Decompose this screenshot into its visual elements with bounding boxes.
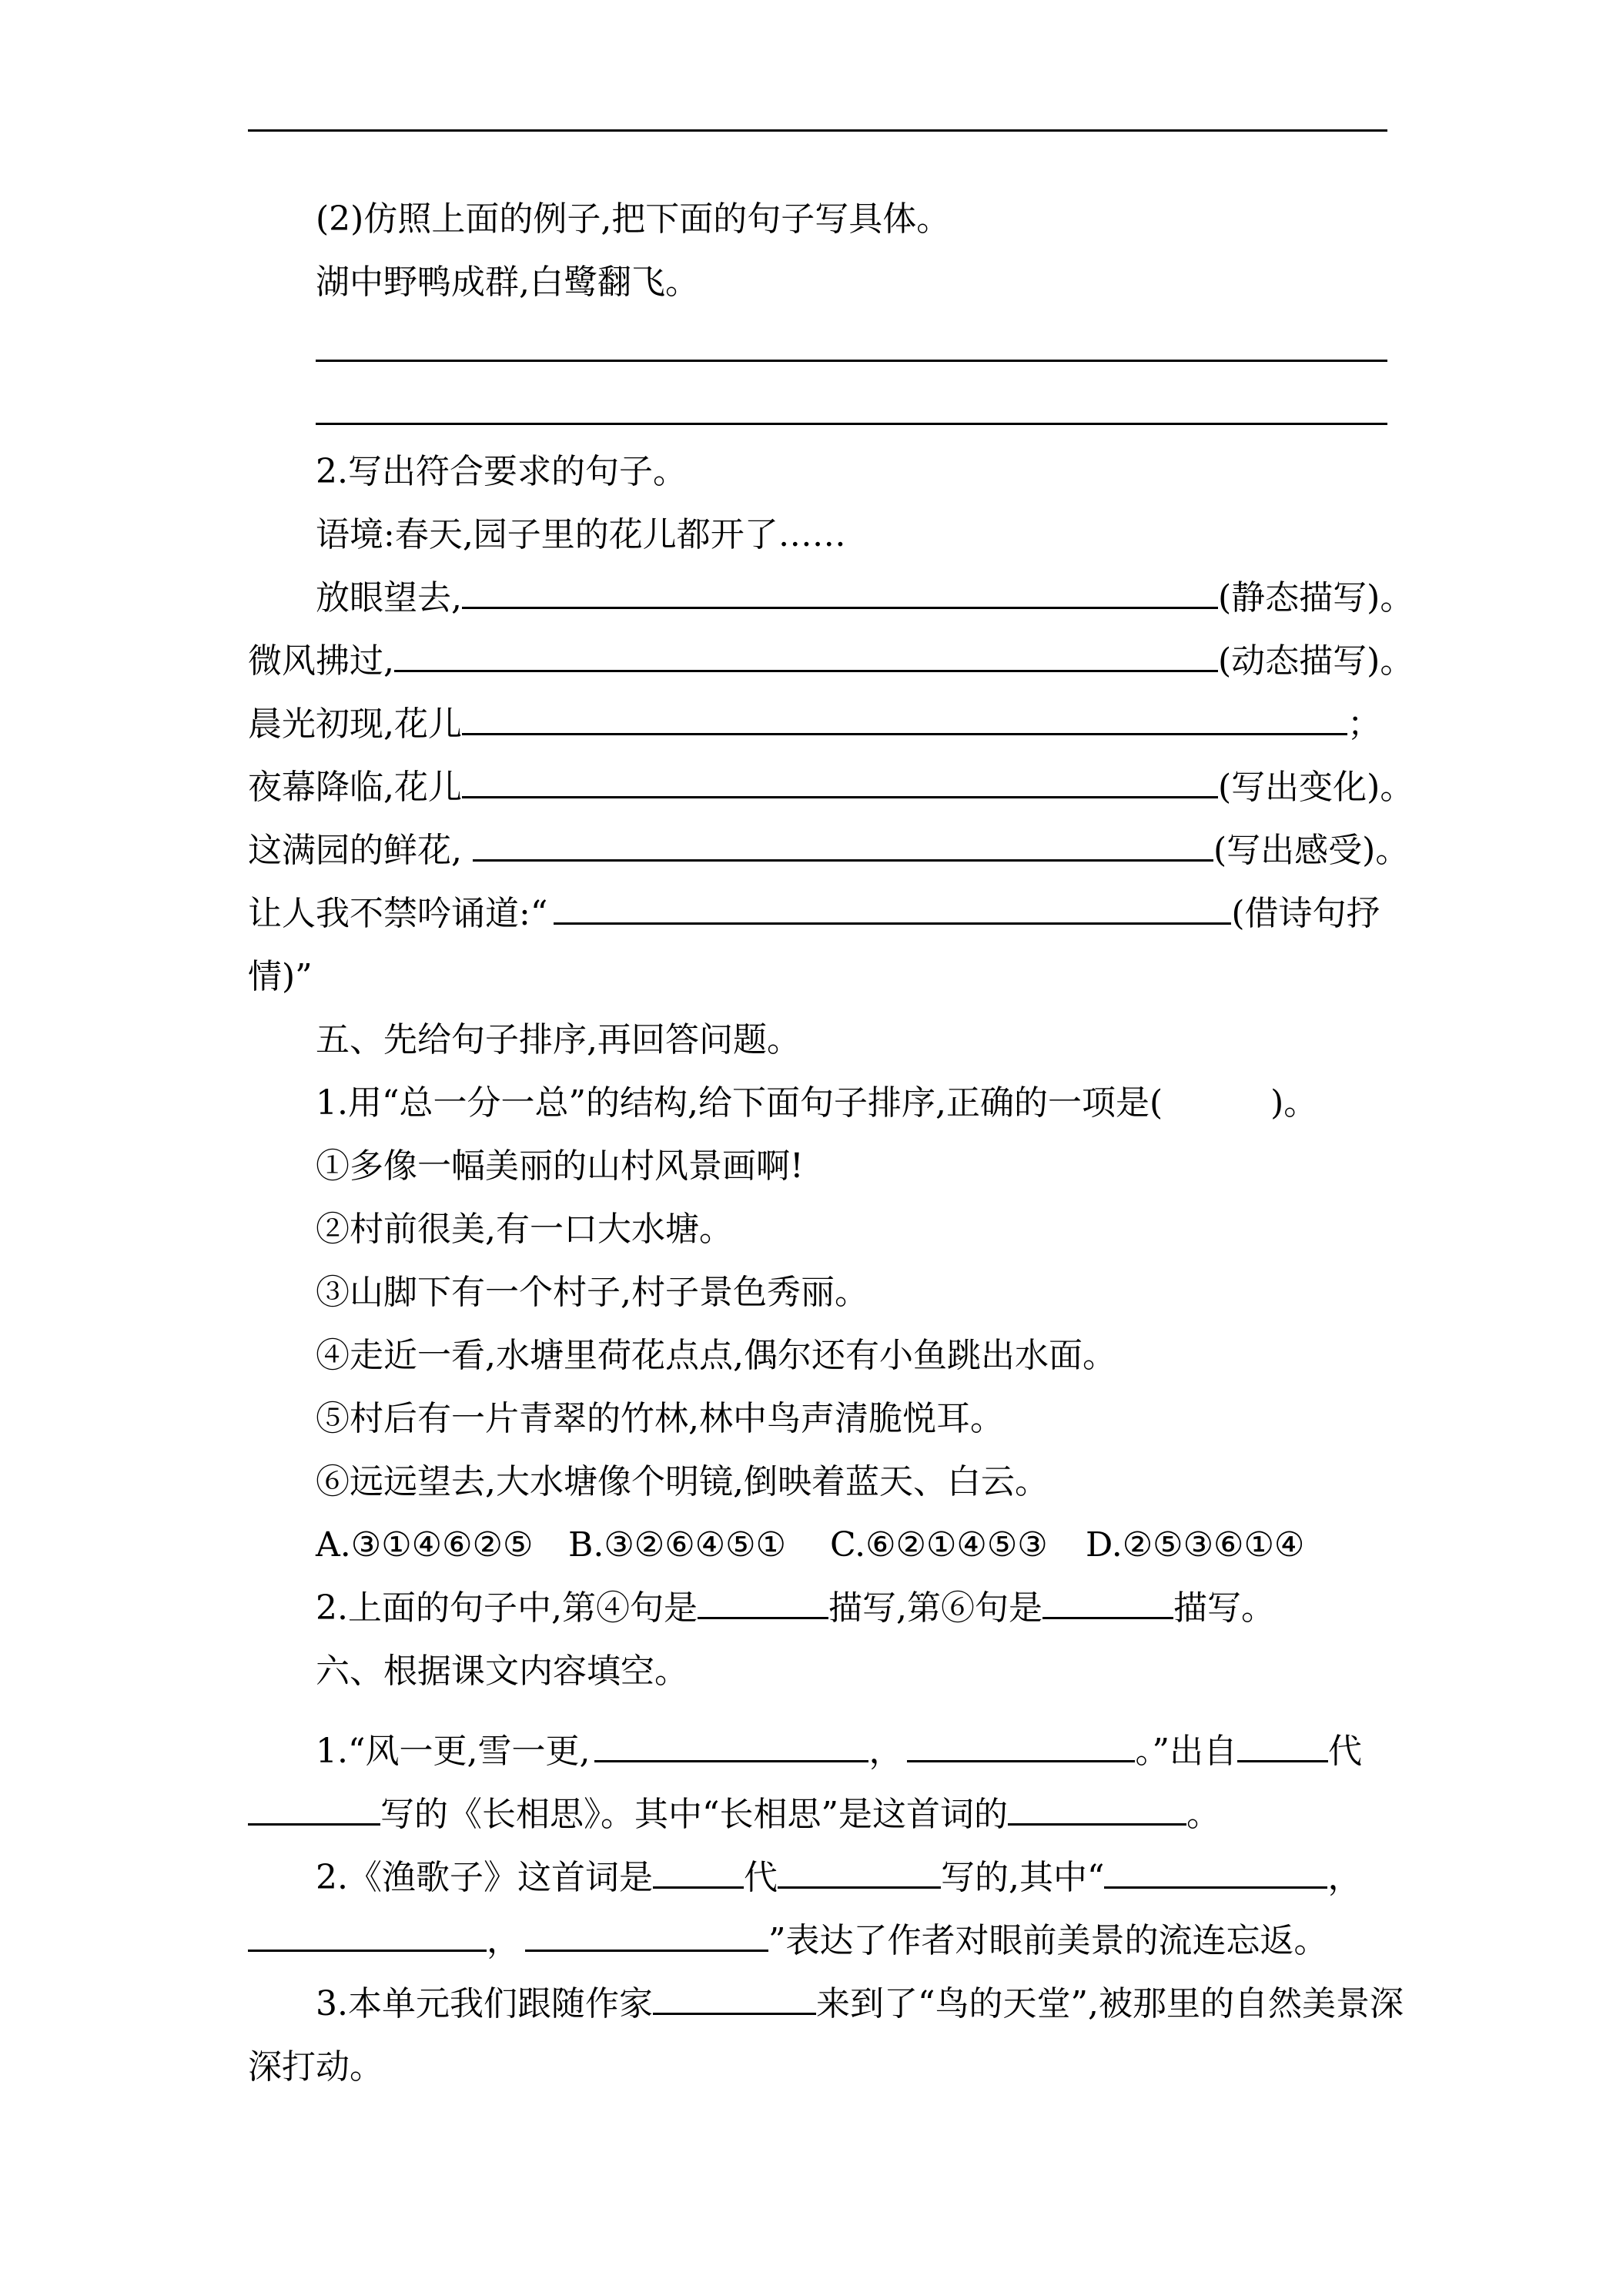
blank-dynamic[interactable] <box>394 642 1218 672</box>
q6-2-line1: 2.《渔歌子》这首词是 代 写的,其中“ ， <box>316 1858 1362 1897</box>
blank-feeling[interactable] <box>473 832 1213 862</box>
sentence-6: ⑥远远望去,大水塘像个明镜,倒映着蓝天、白云。 <box>316 1462 1049 1501</box>
row-feeling: 这满园的鲜花, (写出感受)。 <box>248 831 1410 870</box>
blank-writer[interactable] <box>653 1985 816 2015</box>
answer-line-2[interactable] <box>316 423 1387 425</box>
header-rule <box>248 129 1387 132</box>
blank-verse-1[interactable] <box>1104 1859 1327 1889</box>
row-dynamic-description: 微风拂过, (动态描写)。 <box>248 641 1414 681</box>
blank-author-2[interactable] <box>778 1859 941 1889</box>
row-evening: 夜幕降临,花儿 (写出变化)。 <box>248 768 1414 807</box>
blank-poem-line2[interactable] <box>907 1732 1135 1762</box>
blank-morning[interactable] <box>462 705 1347 735</box>
sentence-1: ①多像一幅美丽的山村风景画啊! <box>316 1146 804 1186</box>
q6-2-line2: ， ”表达了作者对眼前美景的流连忘返。 <box>248 1909 1387 1973</box>
q5-1-options <box>248 1514 1455 1577</box>
section-five-title: 五、先给句子排序,再回答问题。 <box>316 1020 801 1059</box>
q4-2-title: 2.写出符合要求的句子。 <box>316 452 687 491</box>
q4-sub2-instruction: (2)仿照上面的例子,把下面的句子写具体。 <box>316 199 951 239</box>
blank-dynasty-2[interactable] <box>653 1859 744 1889</box>
blank-author-1[interactable] <box>248 1796 380 1826</box>
sentence-4: ④走近一看,水塘里荷花点点,偶尔还有小鱼跳出水面。 <box>316 1336 1116 1375</box>
row-poem: 让人我不禁吟诵道:“ (借诗句抒 <box>248 894 1380 933</box>
blank-evening[interactable] <box>462 768 1218 798</box>
q6-3-line1: 3.本单元我们跟随作家 来到了“鸟的天堂”,被那里的自然美景深 <box>316 1984 1404 2023</box>
blank-poem[interactable] <box>554 895 1231 925</box>
sentence-2: ②村前很美,有一口大水塘。 <box>316 1210 733 1249</box>
blank-verse-3[interactable] <box>525 1922 768 1952</box>
blank-verse-2[interactable] <box>248 1922 487 1952</box>
blank-sentence4-type[interactable] <box>698 1589 828 1619</box>
q6-1-line2: 写的《长相思》。其中“长相思”是这首词的 。 <box>248 1783 1387 1846</box>
q4-example-sentence: 湖中野鸭成群,白鹭翻飞。 <box>316 263 699 302</box>
blank-sentence6-type[interactable] <box>1042 1589 1173 1619</box>
row-static-description: 放眼望去, (静态描写)。 <box>316 578 1414 618</box>
sentence-5: ⑤村后有一片青翠的竹林,林中鸟声清脆悦耳。 <box>316 1399 1004 1438</box>
answer-line-1[interactable] <box>316 360 1387 362</box>
section-six-title: 六、根据课文内容填空。 <box>316 1652 688 1691</box>
q6-3-line2: 深打动。 <box>248 2047 383 2087</box>
q4-context: 语境:春天,园子里的花儿都开了…… <box>316 515 846 554</box>
q5-2-question: 2.上面的句子中,第④句是 描写,第⑥句是 描写。 <box>316 1588 1275 1628</box>
sentence-3: ③山脚下有一个村子,村子景色秀丽。 <box>316 1273 868 1312</box>
option-c[interactable]: C.⑥②①④⑤③ <box>830 1525 1048 1565</box>
blank-static[interactable] <box>462 579 1218 609</box>
blank-dynasty-1[interactable] <box>1237 1732 1328 1762</box>
option-a[interactable]: A.③①④⑥②⑤ <box>316 1525 534 1565</box>
option-b[interactable]: B.③②⑥④⑤① <box>568 1525 786 1565</box>
blank-cipai[interactable] <box>1008 1796 1186 1826</box>
q5-1-question: 1.用“总一分一总”的结构,给下面句子排序,正确的一项是( )。 <box>316 1083 1318 1123</box>
q6-1-line1: 1.“风一更,雪一更, ， 。”出自 代 <box>316 1732 1362 1771</box>
row-poem-continued: 情)” <box>248 957 313 996</box>
row-morning: 晨光初现,花儿 ； <box>248 705 1381 744</box>
blank-poem-line1[interactable] <box>594 1732 868 1762</box>
option-d[interactable]: D.②⑤③⑥①④ <box>1086 1525 1305 1565</box>
